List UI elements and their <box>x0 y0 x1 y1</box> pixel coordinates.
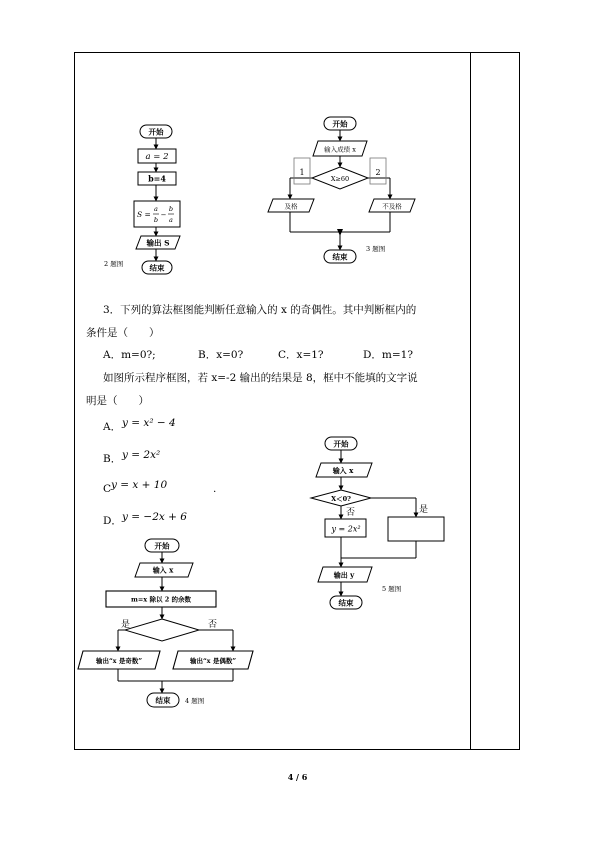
question-3-option-a: A．m=0?; <box>103 349 156 361</box>
fig4-caption: 4 题图 <box>185 697 205 705</box>
question-4-label-b: B． <box>103 453 122 465</box>
fig4-output-odd-label: 输出“x 是奇数” <box>95 657 143 665</box>
fig5-yes-label: 是 <box>419 505 429 515</box>
fig3-pass-label: 及格 <box>284 202 298 211</box>
fig2-end-label: 结束 <box>149 263 165 273</box>
fig3-end-label: 结束 <box>332 252 348 262</box>
fig5-end-label: 结束 <box>338 598 354 608</box>
fig2-frac1-num: a <box>154 205 158 213</box>
fig5-empty-box <box>388 517 444 541</box>
fig5-condition-label: X＜0? <box>331 495 351 503</box>
figure-3-flowchart <box>268 117 415 263</box>
fig4-end-label: 结束 <box>155 696 171 705</box>
question-4-option-c: y = x + 10 <box>111 479 168 491</box>
page-number: 4 / 6 <box>287 772 308 782</box>
figure-2-flowchart <box>134 125 180 274</box>
question-4-label-a: A． <box>103 421 122 433</box>
question-3-line-2: 条件是（ ） <box>86 327 160 339</box>
question-4-option-a: y = x² − 4 <box>122 417 176 429</box>
fig4-no-label: 否 <box>208 620 218 630</box>
question-4-option-d: y = −2x + 6 <box>122 511 187 523</box>
fig2-assign-b-label: b=4 <box>148 173 166 184</box>
question-4-option-b: y = 2x² <box>122 449 161 461</box>
fig4-output-even-label: 输出“x 是偶数” <box>189 657 237 665</box>
question-3-option-c: C．x=1? <box>278 349 324 361</box>
fig3-start-label: 开始 <box>332 119 348 129</box>
fig2-caption: 2 题图 <box>104 260 124 268</box>
fig3-input-label: 输入成绩 x <box>324 145 356 154</box>
figure-5-flowchart <box>311 437 444 609</box>
fig2-minus: − <box>160 211 167 219</box>
fig4-input-label: 输入 x <box>152 565 174 575</box>
fig5-output-label: 输出 y <box>333 570 355 580</box>
fig4-yes-label: 是 <box>121 620 131 630</box>
fig2-output-label: 输出 S <box>146 238 170 248</box>
fig2-assign-a-label: a = 2 <box>145 152 169 162</box>
question-4-label-d: D． <box>103 515 122 527</box>
fig2-frac2-den: a <box>169 216 173 224</box>
question-3-option-b: B．x=0? <box>198 349 244 361</box>
fig5-no-label: 否 <box>346 508 356 518</box>
fig2-frac2-num: b <box>168 205 174 213</box>
fig2-formula-s: S = <box>137 210 151 219</box>
question-3-line-1: 3．下列的算法框图能判断任意输入的 x 的奇偶性。其中判断框内的 <box>103 304 417 316</box>
question-4-label-c: C <box>103 483 112 495</box>
fig2-start-label: 开始 <box>148 127 164 137</box>
fig4-condition-diamond <box>125 619 199 641</box>
fig5-start-label: 开始 <box>333 439 349 449</box>
question-4-dot: . <box>213 483 217 495</box>
fig4-process-label: m=x 除以 2 的余数 <box>130 595 192 604</box>
fig5-caption: 5 题图 <box>382 585 402 593</box>
fig3-fail-label: 不及格 <box>382 202 402 211</box>
fig2-frac1-den: b <box>153 216 159 224</box>
fig5-process-label: y = 2x² <box>331 524 361 534</box>
fig4-start-label: 开始 <box>154 541 170 551</box>
fig3-branch-right-label: 2 <box>375 168 381 177</box>
fig3-branch-left-label: 1 <box>299 168 305 177</box>
fig3-condition-label: X≥60 <box>330 175 350 183</box>
fig3-caption: 3 题图 <box>366 245 386 253</box>
fig5-input-label: 输入 x <box>332 466 354 475</box>
figure-4-flowchart <box>78 539 253 707</box>
question-3-option-d: D．m=1? <box>363 349 413 361</box>
question-4-line-2: 明是（ ） <box>86 395 149 407</box>
question-4-line-1: 如图所示程序框图，若 x=-2 输出的结果是 8，框中不能填的文字说 <box>103 372 418 384</box>
